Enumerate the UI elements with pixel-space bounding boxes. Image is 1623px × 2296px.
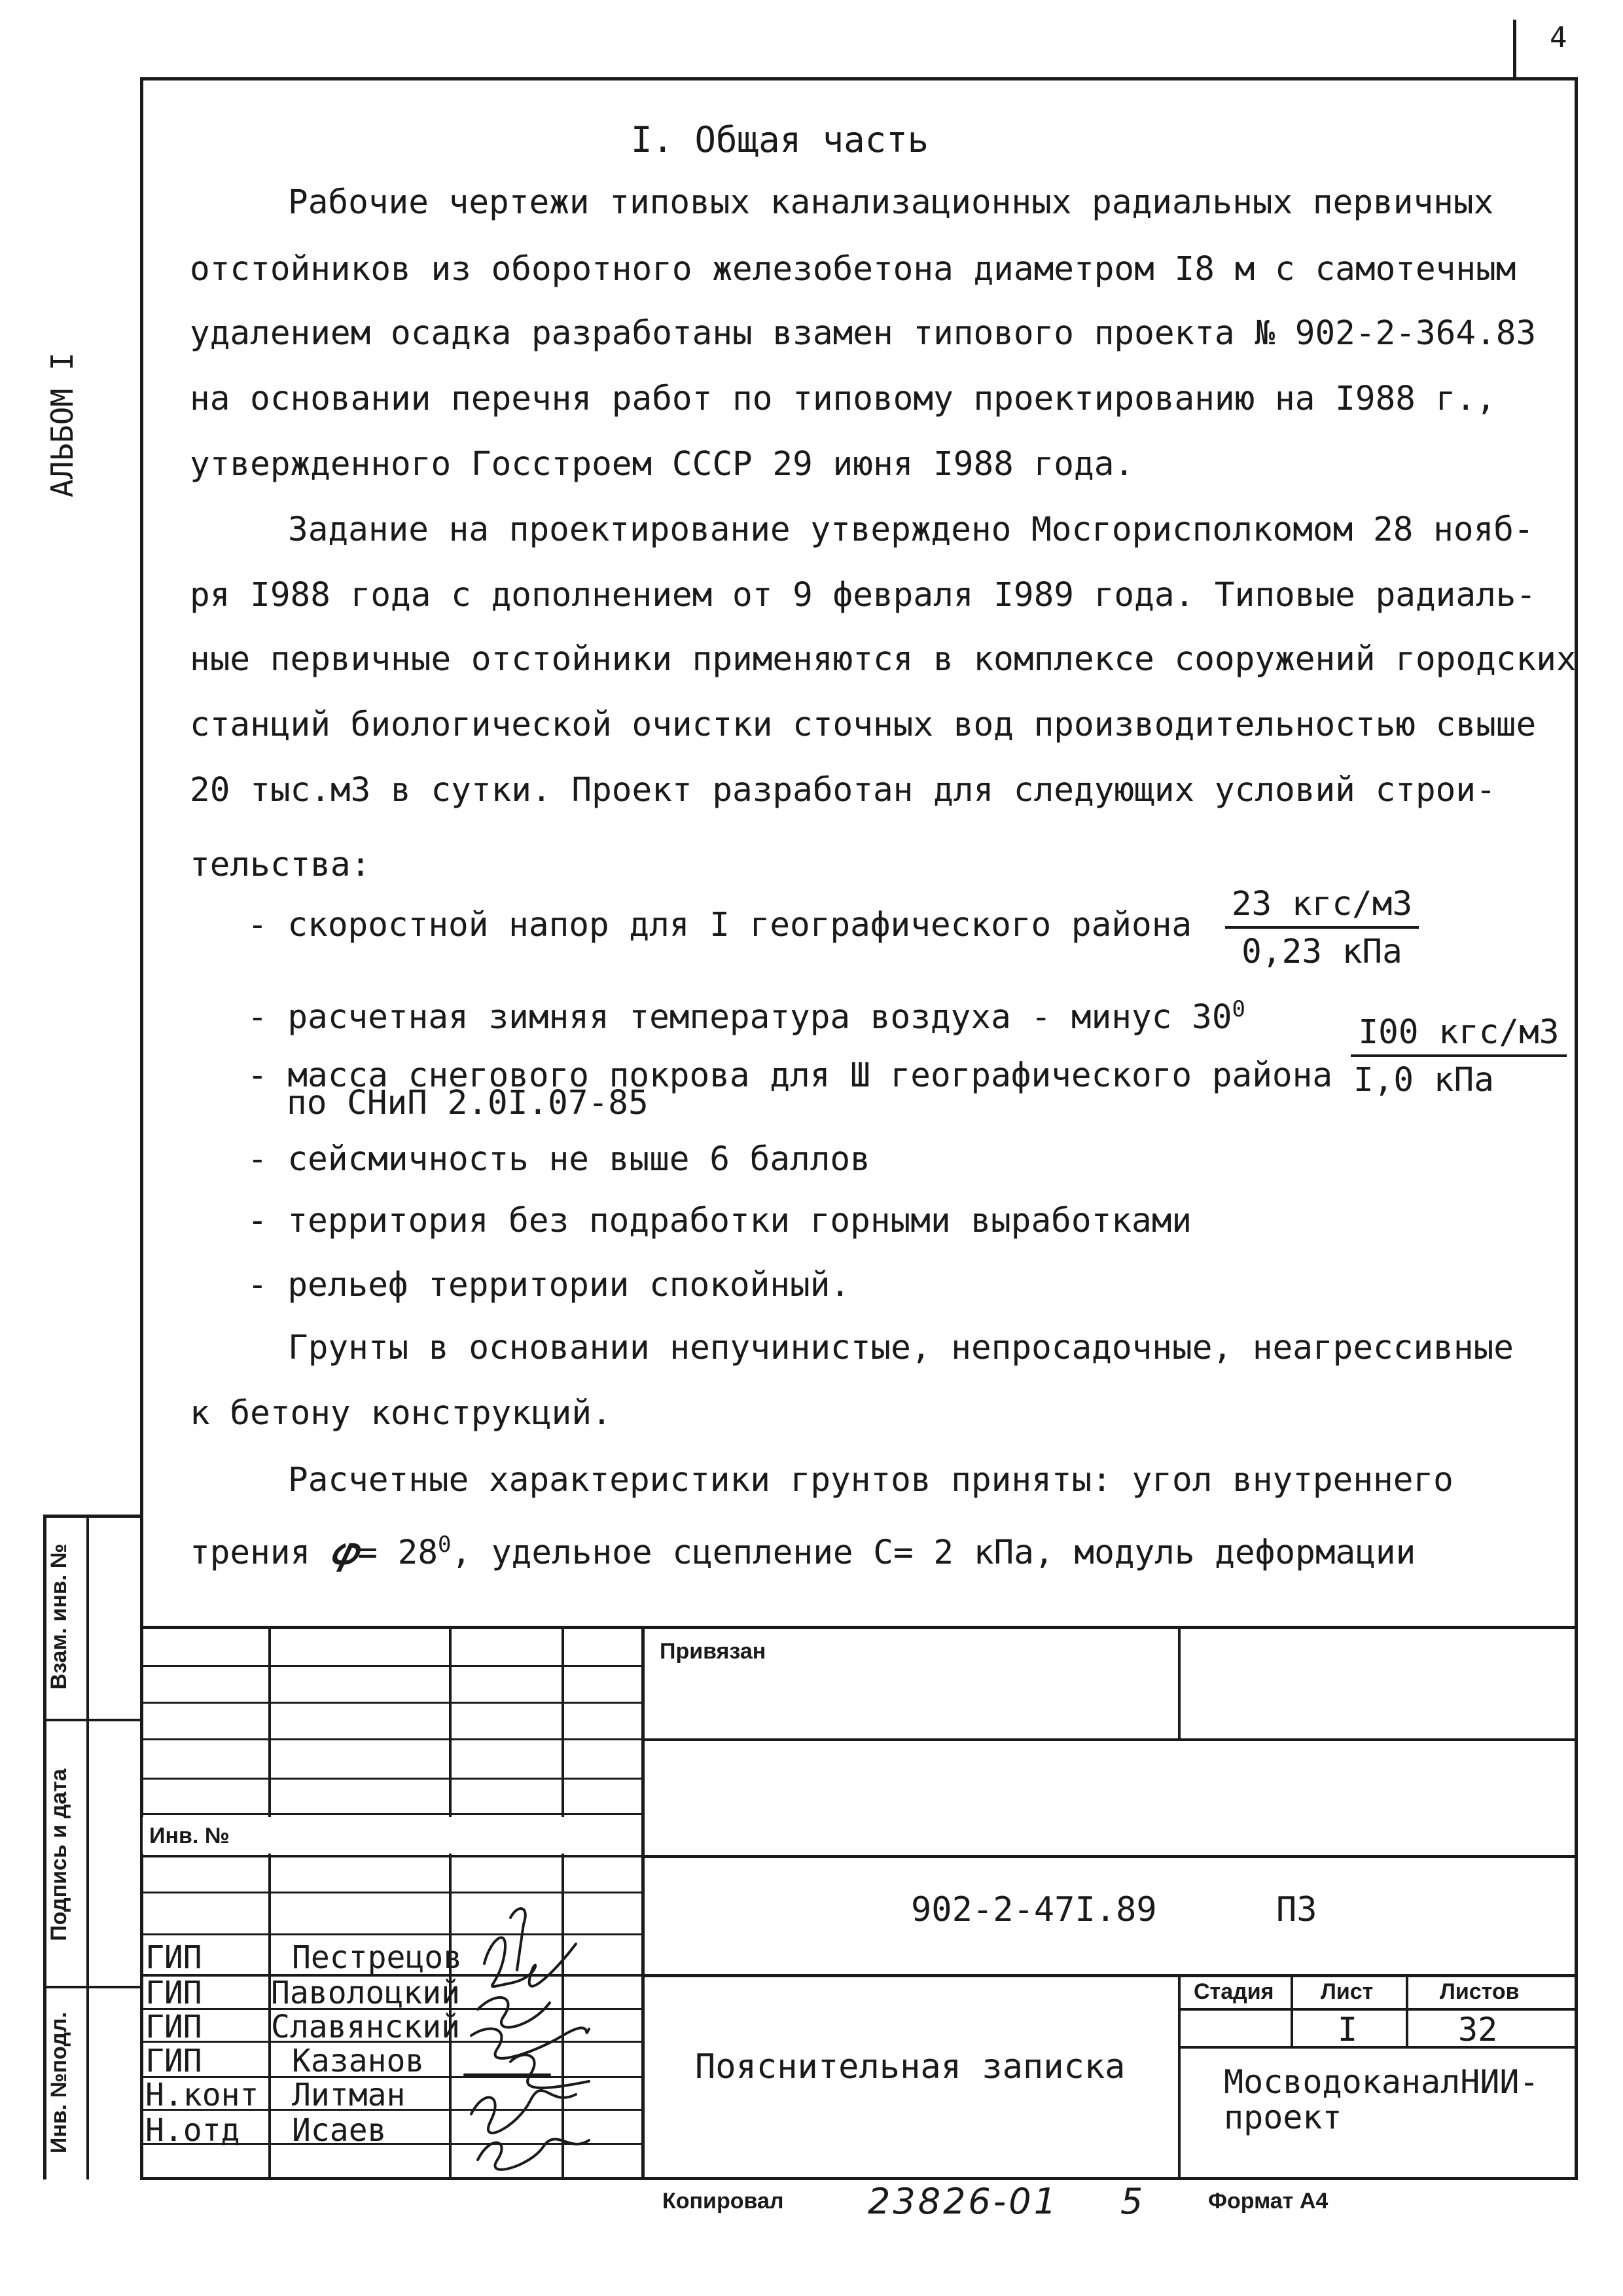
p4-line-2 [190,1525,1416,1573]
condition-mining: - территория без подработки горными выработками [247,1202,1192,1240]
fraction-snow-denominator: I,0 кПа [1353,1061,1494,1100]
condition-snow-norm: по СНиП 2.0I.07-85 [287,1084,649,1122]
frame-bottom [140,2177,1578,2180]
tb-v-org [1178,1974,1181,2179]
tb-v-privyazan [1178,1626,1181,1741]
sig-v-1 [268,1626,271,2179]
p2-line-4: станций биологической очистки сточных вод производительностью свыше [190,706,1537,744]
signatory-role-4: ГИП [145,2043,202,2079]
condition-temperature [247,990,1245,1037]
album-label: АЛЬБОМ I [45,352,80,497]
p1-line-5: утвержденного Госстроем СССР 29 июня I988 года. [190,445,1135,484]
doc-code: 902-2-47I.89 [911,1890,1157,1929]
tb-h-code [641,1855,1577,1858]
side-label-vzam-inv: Взам. инв. № [46,1543,71,1690]
sig-h-1 [140,1665,641,1667]
condition-seismic: - сейсмичность не выше 6 баллов [247,1140,870,1179]
sig-h-4 [140,1778,641,1780]
p1-line-1: Рабочие чертежи типовых канализационных радиальных первичных [288,183,1494,222]
frame-left [140,77,143,2179]
signatory-role-1: ГИП [145,1939,202,1976]
handwritten-signatures [432,1885,602,2173]
list-label: Лист [1321,1979,1374,2004]
p4-rest: , удельное сцепление С= 2 кПа, модуль деформации [451,1534,1416,1572]
p4-friction-label: трения [190,1534,311,1572]
list-value: I [1338,2011,1358,2049]
p4-line-1: Расчетные характеристики грунтов приняты: угол внутреннего [288,1461,1454,1499]
tb-h-privyazan [641,1738,1577,1741]
signatory-role-6: Н.отд [145,2112,240,2149]
p1-line-2: отстойников из оборотного железобетона диаметром I8 м с самотечным [190,250,1516,289]
format-label: Формат А4 [1208,2189,1329,2214]
signatory-name-4: Казанов [292,2043,425,2079]
p3-line-1: Грунты в основании непучинистые, непросадочные, неагрессивные [288,1329,1514,1367]
signatory-name-6: Исаев [292,2112,387,2149]
doc-title: Пояснительная записка [695,2047,1126,2087]
side-strip-divider [86,1515,89,2179]
stadiya-label: Стадия [1194,1979,1274,2004]
fraction-wind [1225,885,1419,971]
kopiroval-label: Копировал [662,2189,784,2214]
signatory-name-2: Паволоцкий [271,1975,460,2011]
tb-h-stadiya-head [1178,2008,1577,2011]
corner-mark [1513,20,1516,79]
sig-h-6 [140,1855,641,1857]
p2-line-3: ные первичные отстойники применяются в комплексе сооружений городских [190,640,1577,679]
degree-mark: 0 [1232,996,1246,1022]
frame-top [140,77,1577,81]
signatory-role-5: Н.конт [145,2077,259,2113]
side-label-podpis-data: Подпись и дата [46,1768,71,1941]
p2-line-2: ря I988 года с дополнением от 9 февраля I989 года. Типовые радиаль- [190,576,1537,615]
signatory-name-1: Пестрецов [292,1939,463,1976]
p1-line-4: на основании перечня работ по типовому проектированию на I988 г., [190,380,1496,418]
p4-angle: = 28 [357,1534,438,1572]
inv-no-label: Инв. № [149,1823,230,1848]
doc-type: ПЗ [1276,1890,1317,1929]
p2-line-1: Задание на проектирование утверждено Мосгорисполкомом 28 нояб- [288,511,1534,549]
page-number: 4 [1550,21,1567,54]
signatory-name-5: Литман [292,2077,406,2113]
condition-wind: - скоростной напор для I географического района [247,906,1192,944]
p3-line-2: к бетону конструкций. [190,1394,612,1433]
sig-h-3 [140,1738,641,1740]
p4-degree: 0 [438,1532,452,1558]
side-strip-row1 [43,1719,143,1721]
condition-snow: - масса снегового покрова для Ш географического района [247,1056,1333,1095]
listov-label: Листов [1440,1979,1520,2004]
p2-line-6: тельства: [190,846,371,884]
inv-no-row-top [140,1813,641,1815]
fraction-wind-denominator: 0,23 кПа [1241,933,1402,971]
copy-index: 5 [1120,2181,1143,2222]
condition-temperature-text: - расчетная зимняя температура воздуха - минус 30 [247,998,1232,1037]
privyazan-label: Привязан [660,1639,766,1664]
section-title: I. Общая часть [631,119,929,160]
sig-h-2 [140,1702,641,1704]
p1-line-3: удалением осадка разработаны взамен типового проекта № 902-2-364.83 [190,314,1537,353]
side-strip-top [43,1515,143,1518]
tb-h-stadiya-bottom [1178,2046,1577,2049]
tb-h-title [641,1974,1577,1977]
signatory-role-2: ГИП [145,1975,202,2011]
phi-symbol: 𝜑 [330,1528,358,1573]
condition-relief: - рельеф территории спокойный. [247,1266,851,1304]
tb-top [140,1626,1577,1629]
tb-v-stadiya [1291,1974,1293,2047]
side-label-inv-podl: Инв. №подл. [46,2011,71,2154]
signatory-role-3: ГИП [145,2009,202,2045]
tb-v-list [1406,1974,1408,2047]
fraction-wind-numerator: 23 кгс/м3 [1225,885,1419,929]
org-line-2: проект [1224,2098,1342,2136]
tb-v-main [641,1626,645,2179]
fraction-snow-numerator: I00 кгс/м3 [1351,1013,1567,1057]
org-line-1: МосводоканалНИИ- [1224,2063,1539,2101]
fraction-snow [1351,1013,1567,1100]
p2-line-5: 20 тыс.м3 в сутки. Проект разработан для следующих условий строи- [190,771,1496,810]
copy-number: 23826-01 [868,2181,1059,2222]
listov-value: 32 [1458,2011,1498,2049]
signatory-name-3: Славянский [271,2009,460,2045]
side-strip-row2 [43,1986,143,1988]
frame-right [1575,77,1578,2179]
